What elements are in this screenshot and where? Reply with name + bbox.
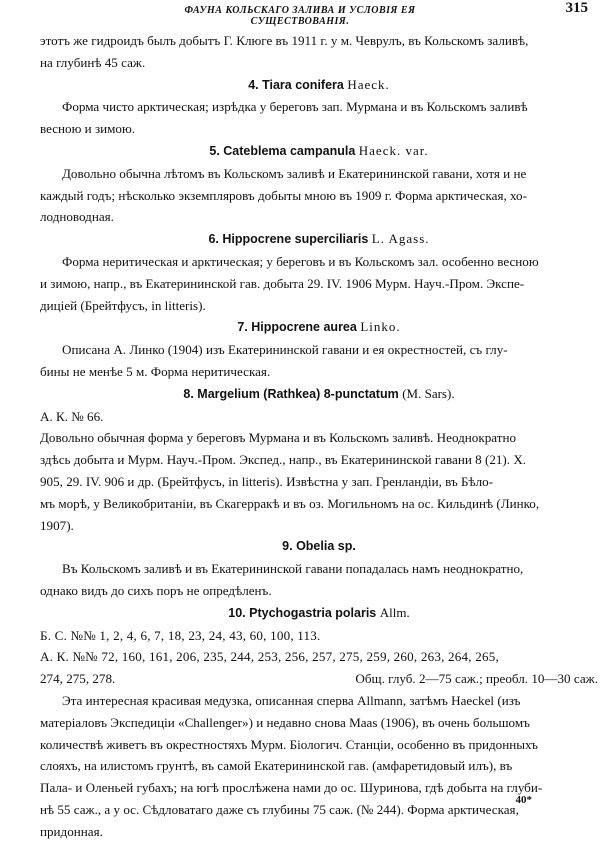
taxon-author: Haeck. var. [358, 142, 429, 158]
section-6-line-2: и зимою, напр., въ Екатерининской гав. добыта 29. IV. 1906 Мурм. Науч.-Пром. Экспе- [40, 275, 525, 291]
section-heading-7 [40, 316, 598, 339]
signature-mark: 40* [515, 794, 532, 806]
page-number: 315 [565, 0, 588, 16]
section-heading-9 [40, 536, 598, 558]
taxon-author: Allm. [379, 604, 410, 620]
section-4-line-1: Форма чисто арктическая; изрѣдка у береговъ зап. Мурмана и въ Кольскомъ заливѣ [62, 99, 528, 115]
section-6-line-1: Форма неритическая и арктическая; у береговъ и въ Кольскомъ зал. особенно весною [62, 253, 539, 269]
section-8-line-3: 905, 29. IV. 906 и др. (Брейтфусъ, in litteris). Извѣстна у зап. Гренландіи, въ Бѣло- [40, 473, 494, 489]
taxon-name: 9. Obelia sp. [282, 539, 356, 554]
section-6-line-3: диціей (Брейтфусъ, in litteris). [40, 297, 206, 313]
section-10-line-4: слояхъ, на илистомъ грунтѣ, въ самой Екатерининской гав. (амфаретидовый илъ), въ [40, 758, 513, 774]
taxon-name: 8. Margelium (Rathkea) 8-punctatum [183, 386, 399, 401]
section-heading-8 [40, 383, 598, 406]
taxon-name: 6. Hippocrene superciliaris [208, 232, 369, 247]
taxon-author: Linko. [360, 319, 401, 335]
running-title: ФАУНА КОЛЬСКАГО ЗАЛИВА И УСЛОВІЯ ЕЯ СУЩЕСТВОВАНІЯ. [184, 5, 416, 27]
intro-line-2: на глубинѣ 45 саж. [40, 54, 146, 70]
taxon-name: 5. Cateblema campanula [209, 143, 356, 158]
section-8-line-2: здѣсь добыта и Мурм. Науч.-Пром. Экспед., напр., въ Екатерининской гавани 8 (21). Х. [40, 452, 527, 468]
taxon-name: 7. Hippocrene aurea [237, 320, 357, 335]
section-heading-10 [40, 602, 598, 625]
taxon-author: (M. Sars). [402, 385, 455, 401]
section-7-line-1: Описана А. Линко (1904) изъ Екатерининской гавани и ея окрестностей, съ глу- [62, 342, 508, 358]
section-8-station: А. К. № 66. [40, 408, 104, 424]
taxon-author: L. Agass. [371, 231, 430, 247]
section-10-line-3: количествѣ живетъ въ окрестностяхъ Мурм. Біологич. Станціи, особенно въ придонныхъ [40, 736, 538, 752]
section-10-bs-stations: Б. С. №№ 1, 2, 4, 6, 7, 18, 23, 24, 43, 60, 100, 113. [40, 627, 321, 643]
section-heading-6 [40, 228, 598, 251]
section-10-line-7: придонная. [40, 823, 103, 839]
section-5-line-3: лодноводная. [40, 209, 114, 225]
taxon-name: 10. Ptychogastria polaris [228, 605, 377, 620]
section-8-line-4: мъ морѣ, у Великобританіи, въ Скагерракѣ и въ оз. Могильномъ на ос. Кильдинѣ (Линко, [40, 495, 540, 511]
section-10-line-5: Пала- и Оленьей губахъ; на югѣ прослѣжена нами до ос. Шуринова, гдѣ добыта на глуби- [40, 780, 543, 796]
section-10-depth: Общ. глуб. 2—75 саж.; преобл. 10—30 саж. [355, 671, 598, 687]
taxon-author: Haeck. [347, 76, 390, 92]
section-heading-4 [40, 74, 598, 97]
section-10-depth-row [40, 668, 598, 690]
section-10-line-2: матеріаловъ Экспедиціи «Challenger») и недавно снова Maas (1906), въ очень большомъ [40, 714, 530, 730]
section-4-line-2: весною и зимою. [40, 121, 136, 137]
section-heading-5 [40, 140, 598, 163]
section-5-line-2: каждый годъ; нѣсколько экземпляровъ добыты мною въ 1909 г. Форма арктическая, хо- [40, 187, 527, 203]
section-10-line-6: нѣ 55 саж., а у ос. Сѣдловатаго даже съ глубины 75 саж. (№ 244). Форма арктическая, [40, 801, 519, 817]
section-9-line-2: однако видъ до сихъ поръ не опредѣленъ. [40, 582, 272, 598]
taxon-name: 4. Tiara conifera [248, 77, 344, 92]
section-8-line-1: Довольно обычная форма у береговъ Мурмана и въ Кольскомъ заливѣ. Неоднократно [40, 430, 516, 446]
section-7-line-2: бины не менѣе 5 м. Форма неритическая. [40, 363, 271, 379]
page-body [40, 30, 598, 842]
section-8-line-5: 1907). [40, 517, 74, 533]
intro-line-1: этотъ же гидроидъ былъ добытъ Г. Клюге въ 1911 г. у м. Чеврулъ, въ Кольскомъ заливѣ, [40, 33, 529, 48]
section-10-line-1: Эта интересная красивая медузка, описанная сперва Allmann, затѣмъ Haeckel (изъ [62, 692, 521, 708]
section-10-ak-stations: А. К. №№ 72, 160, 161, 206, 235, 244, 253, 256, 257, 275, 259, 260, 263, 264, 265, [40, 649, 499, 665]
section-9-line-1: Въ Кольскомъ заливѣ и въ Екатерининской гавани попадалась намъ неоднократно, [62, 561, 524, 577]
section-5-line-1: Довольно обычна лѣтомъ въ Кольскомъ заливѣ и Екатерининской гавани, хотя и не [62, 165, 527, 181]
section-10-ak-stations-end: 274, 275, 278. [40, 671, 116, 687]
